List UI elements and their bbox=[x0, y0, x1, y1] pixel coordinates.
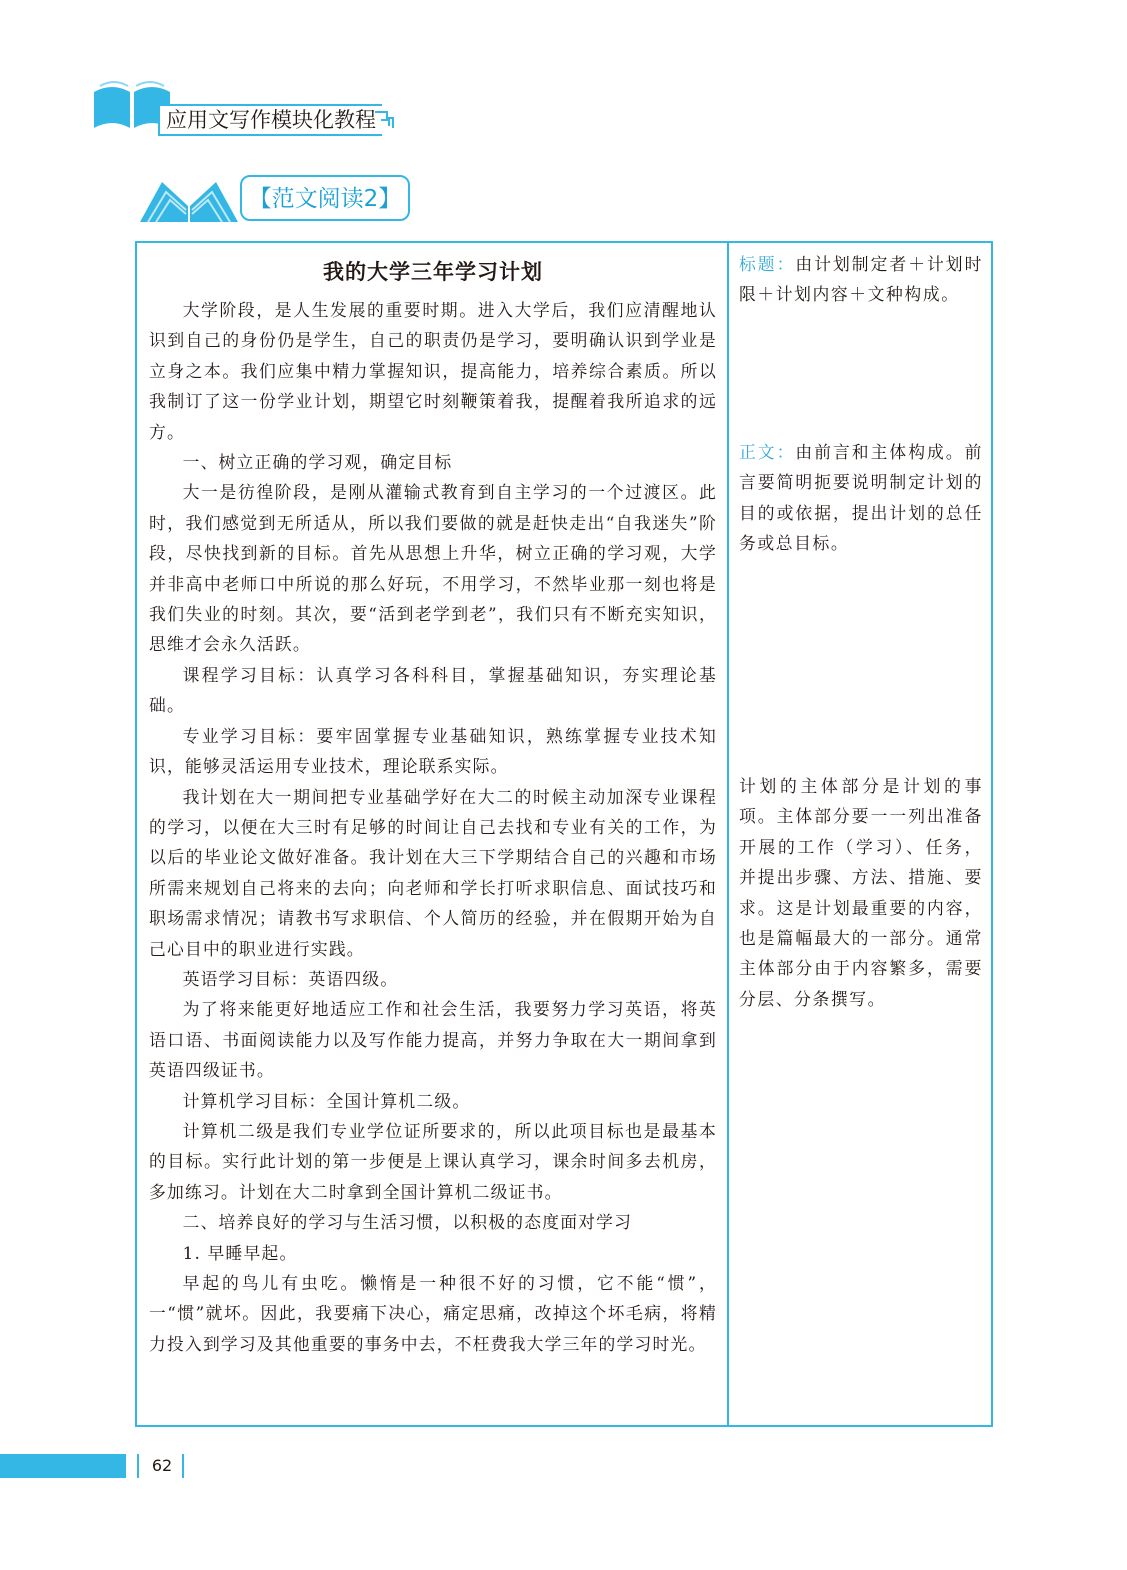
content-table bbox=[135, 241, 993, 1427]
footer-divider bbox=[137, 1454, 139, 1478]
paragraph: 专业学习目标：要牢固掌握专业基础知识，熟练掌握专业技术知识，能够灵活运用专业技术，理论联系实际。 bbox=[149, 725, 717, 777]
article-title: 我的大学三年学习计划 bbox=[323, 260, 543, 284]
paragraph: 计算机二级是我们专业学位证所要求的，所以此项目标也是最基本的目标。实行此计划的第一步便是上课认真学习，课余时间多去机房，多加练习。计划在大二时拿到全国计算机二级证书。 bbox=[149, 1120, 717, 1202]
page-number: 62 bbox=[151, 1456, 173, 1475]
open-book-icon bbox=[136, 176, 242, 224]
note-main bbox=[739, 771, 983, 1014]
article-column bbox=[149, 243, 717, 1359]
paragraph: 大一是彷徨阶段，是刚从灌输式教育到自主学习的一个过渡区。此时，我们感觉到无所适从，所以我们要做的就是赶快走出“自我迷失”阶段，尽快找到新的目标。首先从思想上升华，树立正确的学习观，大学并非高中老师口中所说的那么好玩，不用学习，不然毕业那一刻也将是我们失业的时刻。其次，要“活到老学到老”，我们只有不断充实知识，思维才会永久活跃。 bbox=[149, 482, 717, 655]
note-key: 标题： bbox=[739, 254, 796, 274]
note-key: 正文： bbox=[739, 442, 796, 462]
paragraph: 课程学习目标：认真学习各科科目，掌握基础知识，夯实理论基础。 bbox=[149, 664, 717, 716]
header-tab-icon bbox=[373, 110, 395, 130]
footer-divider bbox=[182, 1454, 184, 1478]
note-title bbox=[739, 249, 983, 310]
article-body bbox=[149, 295, 717, 1359]
note-text: 由计划制定者＋计划时限＋计划内容＋文种构成。 bbox=[739, 254, 983, 305]
footer-bar bbox=[0, 1454, 126, 1478]
paragraph: 1. 早睡早起。 bbox=[182, 1242, 298, 1263]
paragraph: 早起的鸟儿有虫吃。懒惰是一种很不好的习惯，它不能“惯”，一“惯”就坏。因此，我要痛下决心，痛定思痛，改掉这个坏毛病，将精力投入到学习及其他重要的事务中去，不枉费我大学三年的学习时光。 bbox=[149, 1273, 717, 1354]
note-text: 由前言和主体构成。前言要简明扼要说明制定计划的目的或依据，提出计划的总任务或总目标。 bbox=[739, 442, 983, 554]
section-heading: 一、树立正确的学习观，确定目标 bbox=[182, 452, 453, 473]
paragraph: 我计划在大一期间把专业基础学好在大二的时候主动加深专业课程的学习，以便在大三时有足够的时间让自己去找和专业有关的工作，为以后的毕业论文做好准备。我计划在大三下学期结合自己的兴趣和市场所需来规划自己将来的去向；向老师和学长打听求职信息、面试技巧和职场需求情况；请教书写求职信、个人简历的经验，并在假期开始为自己心目中的职业进行实践。 bbox=[149, 786, 717, 959]
paragraph: 英语学习目标：英语四级。 bbox=[182, 968, 399, 989]
paragraph: 计算机学习目标：全国计算机二级。 bbox=[182, 1090, 471, 1111]
paragraph: 大学阶段，是人生发展的重要时期。进入大学后，我们应清醒地认识到自己的身份仍是学生，自己的职责仍是学习，要明确认识到学业是立身之本。我们应集中精力掌握知识，提高能力，培养综合素质。所以我制订了这一份学业计划，期望它时刻鞭策着我，提醒着我所追求的远方。 bbox=[149, 300, 717, 442]
paragraph: 为了将来能更好地适应工作和社会生活，我要努力学习英语，将英语口语、书面阅读能力以及写作能力提高，并努力争取在大一期间拿到英语四级证书。 bbox=[149, 999, 717, 1081]
section-heading: 二、培养良好的学习与生活习惯，以积极的态度面对学习 bbox=[182, 1212, 633, 1233]
section-label: 【范文阅读2】 bbox=[240, 175, 410, 221]
column-divider bbox=[727, 243, 729, 1425]
book-title: 应用文写作模块化教程 bbox=[158, 104, 382, 136]
note-text: 计划的主体部分是计划的事项。主体部分要一一列出准备开展的工作（学习）、任务，并提出步骤、方法、措施、要求。这是计划最重要的内容，也是篇幅最大的一部分。通常主体部分由于内容繁多，需要分层、分条撰写。 bbox=[739, 776, 983, 1009]
note-body bbox=[739, 437, 983, 559]
